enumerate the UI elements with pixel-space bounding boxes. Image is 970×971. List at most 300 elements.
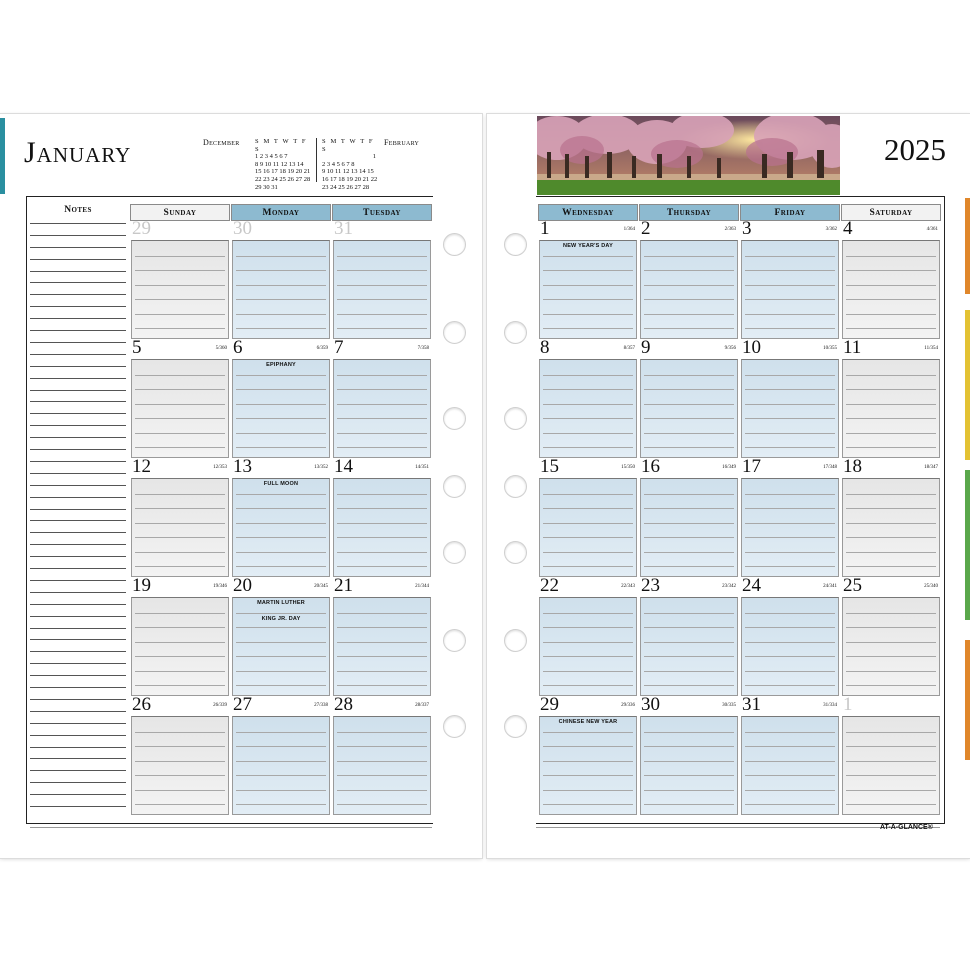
day-number: 5: [132, 337, 142, 358]
notes-line: [30, 794, 126, 795]
day-cell-line: [745, 566, 835, 567]
day-of-year-count: 3/362: [825, 227, 837, 232]
day-of-year-count: 4/361: [926, 227, 938, 232]
day-cell-line: [337, 537, 427, 538]
day-cell: [740, 694, 840, 815]
day-cell-body: [842, 359, 940, 458]
notes-line: [30, 247, 126, 248]
day-cell-line: [644, 433, 734, 434]
day-cell-line: [337, 404, 427, 405]
day-cell-line: [543, 685, 633, 686]
next-mini-row: 23 24 25 26 27 28: [322, 183, 370, 191]
day-cell: [538, 456, 638, 577]
holiday-label: NEW YEAR'S DAY: [563, 243, 613, 249]
day-of-year-count: 7/358: [417, 346, 429, 351]
day-cell-line: [236, 732, 326, 733]
day-cell-line: [543, 447, 633, 448]
prev-mini-rows: [255, 153, 313, 191]
day-cell-line: [135, 775, 225, 776]
day-cell-line: [236, 685, 326, 686]
day-of-year-count: 30/335: [722, 703, 736, 708]
right-tab-orange-2: [965, 640, 970, 760]
day-cell-body: [640, 716, 738, 815]
binder-hole: [443, 233, 466, 256]
day-of-year-count: 22/343: [621, 584, 635, 589]
day-cell-line: [846, 404, 936, 405]
day-cell-line: [745, 613, 835, 614]
day-cell-line: [135, 433, 225, 434]
day-cell-line: [745, 746, 835, 747]
day-cell-body: [741, 716, 839, 815]
day-number: 9: [641, 337, 651, 358]
day-cell: [538, 218, 638, 339]
day-cell-line: [236, 389, 326, 390]
day-cell-body: [232, 240, 330, 339]
day-cell-body: [539, 716, 637, 815]
day-cell-body: [232, 478, 330, 577]
day-number: 31: [334, 218, 353, 239]
day-number: 7: [334, 337, 344, 358]
notes-line: [30, 461, 126, 462]
notes-line: [30, 520, 126, 521]
prev-mini-row: 15 16 17 18 19 20 21: [255, 168, 311, 176]
day-cell-line: [543, 270, 633, 271]
day-cell-line: [135, 328, 225, 329]
day-cell-body: [539, 240, 637, 339]
day-cell-line: [745, 447, 835, 448]
day-cell-line: [236, 775, 326, 776]
notes-line: [30, 723, 126, 724]
day-number: 22: [540, 575, 559, 596]
day-cell-line: [236, 566, 326, 567]
day-cell-line: [543, 804, 633, 805]
day-cell-line: [846, 656, 936, 657]
day-cell: [740, 456, 840, 577]
day-cell: [538, 694, 638, 815]
day-cell-line: [543, 627, 633, 628]
notes-line: [30, 747, 126, 748]
day-cell-line: [337, 418, 427, 419]
day-cell: [538, 575, 638, 696]
day-cell-line: [846, 566, 936, 567]
notes-line: [30, 711, 126, 712]
notes-line: [30, 770, 126, 771]
day-number: 18: [843, 456, 862, 477]
day-of-year-count: 24/341: [823, 584, 837, 589]
day-cell-line: [543, 746, 633, 747]
day-cell-line: [745, 299, 835, 300]
notes-line: [30, 390, 126, 391]
notes-line: [30, 294, 126, 295]
day-cell-body: [842, 240, 940, 339]
day-cell-line: [745, 656, 835, 657]
day-cell-line: [236, 508, 326, 509]
notes-line: [30, 235, 126, 236]
day-cell-line: [236, 642, 326, 643]
day-cell: [332, 575, 432, 696]
day-cell-line: [543, 656, 633, 657]
prev-mini-dow: S M T W T F S: [255, 138, 308, 153]
day-cell-body: [640, 597, 738, 696]
day-cell-line: [543, 537, 633, 538]
notes-line: [30, 318, 126, 319]
day-cell-line: [337, 433, 427, 434]
day-number: 2: [641, 218, 651, 239]
day-number: 3: [742, 218, 752, 239]
day-cell-line: [644, 790, 734, 791]
day-of-year-count: 17/348: [823, 465, 837, 470]
day-cell-line: [236, 761, 326, 762]
day-cell-line: [236, 746, 326, 747]
day-of-year-count: 15/350: [621, 465, 635, 470]
next-mini-row: 1: [372, 153, 376, 161]
notes-line: [30, 616, 126, 617]
day-cell: [231, 218, 331, 339]
day-cell-line: [236, 270, 326, 271]
day-cell-line: [644, 375, 734, 376]
day-cell-line: [135, 671, 225, 672]
binder-hole: [504, 629, 527, 652]
day-cell-line: [745, 732, 835, 733]
notes-line: [30, 687, 126, 688]
day-cell-line: [135, 375, 225, 376]
day-cell: [740, 575, 840, 696]
day-cell-line: [846, 418, 936, 419]
day-cell-line: [135, 299, 225, 300]
day-cell-line: [745, 314, 835, 315]
binder-hole: [504, 233, 527, 256]
day-header-wednesday: Wednesday: [538, 204, 638, 221]
day-cell-line: [135, 656, 225, 657]
day-cell-line: [337, 566, 427, 567]
day-header-thursday: Thursday: [639, 204, 739, 221]
day-cell-line: [135, 389, 225, 390]
day-of-year-count: 25/340: [924, 584, 938, 589]
day-cell-line: [543, 328, 633, 329]
day-cell-line: [745, 328, 835, 329]
next-mini-month-name: February: [384, 138, 420, 147]
day-cell: [231, 456, 331, 577]
holiday-label: EPIPHANY: [266, 362, 296, 368]
day-cell-line: [846, 685, 936, 686]
day-cell-body: [741, 597, 839, 696]
binder-hole: [504, 541, 527, 564]
day-cell-line: [236, 375, 326, 376]
day-number: 29: [132, 218, 151, 239]
day-cell-body: [232, 716, 330, 815]
day-number: 12: [132, 456, 151, 477]
day-cell-body: [842, 478, 940, 577]
notes-line: [30, 413, 126, 414]
day-cell-line: [236, 537, 326, 538]
day-cell-body: [842, 597, 940, 696]
day-cell-line: [135, 418, 225, 419]
day-cell-line: [846, 627, 936, 628]
day-number: 26: [132, 694, 151, 715]
day-cell-line: [135, 447, 225, 448]
day-of-year-count: 27/338: [314, 703, 328, 708]
day-cell-line: [236, 447, 326, 448]
day-cell-line: [745, 418, 835, 419]
day-of-year-count: 19/346: [213, 584, 227, 589]
day-number: 31: [742, 694, 761, 715]
day-cell-line: [236, 418, 326, 419]
day-cell-line: [745, 523, 835, 524]
day-number: 28: [334, 694, 353, 715]
day-cell-line: [644, 746, 734, 747]
binder-hole: [504, 407, 527, 430]
notes-line: [30, 306, 126, 307]
day-cell: [332, 694, 432, 815]
notes-line: [30, 532, 126, 533]
notes-line: [30, 259, 126, 260]
day-cell-line: [135, 404, 225, 405]
day-cell-line: [644, 299, 734, 300]
day-cell-line: [337, 746, 427, 747]
day-cell-line: [846, 375, 936, 376]
day-cell: [841, 694, 941, 815]
day-cell-line: [846, 299, 936, 300]
notes-line: [30, 782, 126, 783]
notes-line: [30, 425, 126, 426]
day-cell-line: [846, 671, 936, 672]
binder-hole: [443, 629, 466, 652]
day-number: 4: [843, 218, 853, 239]
day-cell-body: [333, 359, 431, 458]
day-cell-line: [236, 285, 326, 286]
day-cell-line: [337, 761, 427, 762]
day-cell-line: [745, 375, 835, 376]
notes-line: [30, 449, 126, 450]
day-cell-body: [131, 716, 229, 815]
day-cell-line: [543, 314, 633, 315]
day-cell: [231, 575, 331, 696]
day-cell-line: [745, 404, 835, 405]
day-cell-body: [131, 240, 229, 339]
day-cell-line: [337, 642, 427, 643]
day-cell-line: [846, 613, 936, 614]
day-of-year-count: 29/336: [621, 703, 635, 708]
day-cell-body: [333, 597, 431, 696]
holiday-label: FULL MOON: [263, 481, 299, 487]
day-cell-body: [640, 240, 738, 339]
day-cell-line: [543, 299, 633, 300]
day-cell: [130, 694, 230, 815]
holiday-label: MARTIN LUTHER: [257, 600, 305, 606]
day-cell-line: [846, 270, 936, 271]
binder-hole: [443, 475, 466, 498]
day-cell-line: [644, 552, 734, 553]
notes-line: [30, 639, 126, 640]
day-cell-line: [745, 671, 835, 672]
day-cell-line: [135, 285, 225, 286]
day-cell-line: [846, 746, 936, 747]
day-cell-line: [846, 433, 936, 434]
day-cell-line: [337, 314, 427, 315]
day-number: 14: [334, 456, 353, 477]
day-cell-line: [236, 627, 326, 628]
binder-hole: [443, 321, 466, 344]
day-cell: [740, 337, 840, 458]
day-number: 16: [641, 456, 660, 477]
day-of-year-count: 10/355: [823, 346, 837, 351]
day-cell-line: [135, 523, 225, 524]
day-cell-line: [337, 299, 427, 300]
day-cell: [639, 218, 739, 339]
next-mini-row: 16 17 18 19 20 21 22: [322, 175, 378, 183]
day-cell-body: [232, 359, 330, 458]
day-cell-line: [337, 447, 427, 448]
day-cell-line: [543, 523, 633, 524]
day-cell-line: [236, 804, 326, 805]
binder-hole: [504, 475, 527, 498]
prev-mini-row: 29 30 31: [255, 183, 278, 191]
day-cell-line: [644, 656, 734, 657]
day-number: 21: [334, 575, 353, 596]
day-cell-line: [644, 613, 734, 614]
right-tab-green: [965, 470, 970, 620]
day-cell-line: [543, 613, 633, 614]
day-cell: [639, 575, 739, 696]
day-cell-line: [135, 732, 225, 733]
day-cell-line: [745, 433, 835, 434]
day-cell: [841, 218, 941, 339]
notes-heading: Notes: [64, 205, 92, 215]
notes-line: [30, 342, 126, 343]
notes-line: [30, 604, 126, 605]
day-number: 10: [742, 337, 761, 358]
day-header-sunday: Sunday: [130, 204, 230, 221]
notes-line: [30, 758, 126, 759]
day-cell-line: [337, 508, 427, 509]
day-cell-line: [337, 523, 427, 524]
day-cell-line: [337, 685, 427, 686]
day-cell-line: [644, 642, 734, 643]
notes-line: [30, 556, 126, 557]
day-cell-line: [337, 256, 427, 257]
day-cell-line: [543, 256, 633, 257]
notes-line: [30, 473, 126, 474]
day-cell-line: [337, 790, 427, 791]
year-title: 2025: [884, 132, 946, 167]
day-cell-line: [135, 314, 225, 315]
day-cell-line: [846, 447, 936, 448]
day-number: 25: [843, 575, 862, 596]
day-cell-line: [846, 642, 936, 643]
day-cell-line: [337, 270, 427, 271]
day-cell-line: [135, 804, 225, 805]
day-of-year-count: 13/352: [314, 465, 328, 470]
next-mini-dow: S M T W T F S: [322, 138, 375, 153]
notes-line: [30, 223, 126, 224]
day-cell-line: [236, 314, 326, 315]
day-cell-line: [644, 508, 734, 509]
day-cell-body: [842, 716, 940, 815]
notes-line: [30, 675, 126, 676]
next-mini-row: 9 10 11 12 13 14 15: [322, 168, 374, 176]
day-cell-line: [644, 761, 734, 762]
day-cell-line: [135, 642, 225, 643]
notes-line: [30, 544, 126, 545]
day-cell: [740, 218, 840, 339]
day-number: 19: [132, 575, 151, 596]
day-number: 27: [233, 694, 252, 715]
day-cell-line: [745, 508, 835, 509]
day-of-year-count: 6/359: [316, 346, 328, 351]
next-mini-rows: [322, 153, 380, 191]
day-cell: [332, 337, 432, 458]
day-cell-line: [846, 328, 936, 329]
day-cell-line: [644, 566, 734, 567]
day-of-year-count: 12/353: [213, 465, 227, 470]
day-of-year-count: 26/339: [213, 703, 227, 708]
day-cell-line: [745, 685, 835, 686]
notes-line: [30, 497, 126, 498]
month-title: January: [24, 136, 132, 169]
binder-hole: [504, 715, 527, 738]
day-cell-body: [131, 359, 229, 458]
day-cell-line: [644, 285, 734, 286]
day-cell-line: [543, 775, 633, 776]
binder-hole: [443, 407, 466, 430]
day-cell-line: [846, 775, 936, 776]
notes-line: [30, 735, 126, 736]
day-cell-line: [337, 328, 427, 329]
day-cell-line: [543, 375, 633, 376]
day-cell-line: [337, 804, 427, 805]
notes-line: [30, 568, 126, 569]
day-cell-line: [337, 732, 427, 733]
day-cell: [841, 575, 941, 696]
prev-mini-calendar: [255, 138, 313, 191]
day-cell-line: [236, 523, 326, 524]
day-cell-line: [745, 627, 835, 628]
day-cell-line: [543, 642, 633, 643]
day-cell-body: [333, 478, 431, 577]
day-cell-line: [745, 775, 835, 776]
day-cell-line: [644, 775, 734, 776]
day-cell: [639, 694, 739, 815]
day-cell-line: [543, 404, 633, 405]
day-of-year-count: 21/344: [415, 584, 429, 589]
day-number: 29: [540, 694, 559, 715]
day-cell-line: [846, 537, 936, 538]
day-cell-line: [846, 552, 936, 553]
notes-line: [30, 651, 126, 652]
notes-line: [30, 509, 126, 510]
day-cell-line: [543, 761, 633, 762]
day-cell-line: [644, 256, 734, 257]
day-cell-body: [539, 359, 637, 458]
day-cell-line: [745, 389, 835, 390]
day-cell-line: [337, 552, 427, 553]
day-cell-line: [135, 256, 225, 257]
day-cell-line: [644, 447, 734, 448]
day-number: 8: [540, 337, 550, 358]
day-of-year-count: 8/357: [623, 346, 635, 351]
day-of-year-count: 31/334: [823, 703, 837, 708]
day-cell-line: [337, 613, 427, 614]
day-cell-line: [135, 761, 225, 762]
day-of-year-count: 20/345: [314, 584, 328, 589]
day-cell-body: [333, 240, 431, 339]
day-cell-body: [131, 478, 229, 577]
binder-hole: [504, 321, 527, 344]
day-cell-line: [135, 508, 225, 509]
prev-mini-row: 1 2 3 4 5 6 7: [255, 153, 288, 161]
day-cell: [332, 218, 432, 339]
day-cell-line: [135, 537, 225, 538]
